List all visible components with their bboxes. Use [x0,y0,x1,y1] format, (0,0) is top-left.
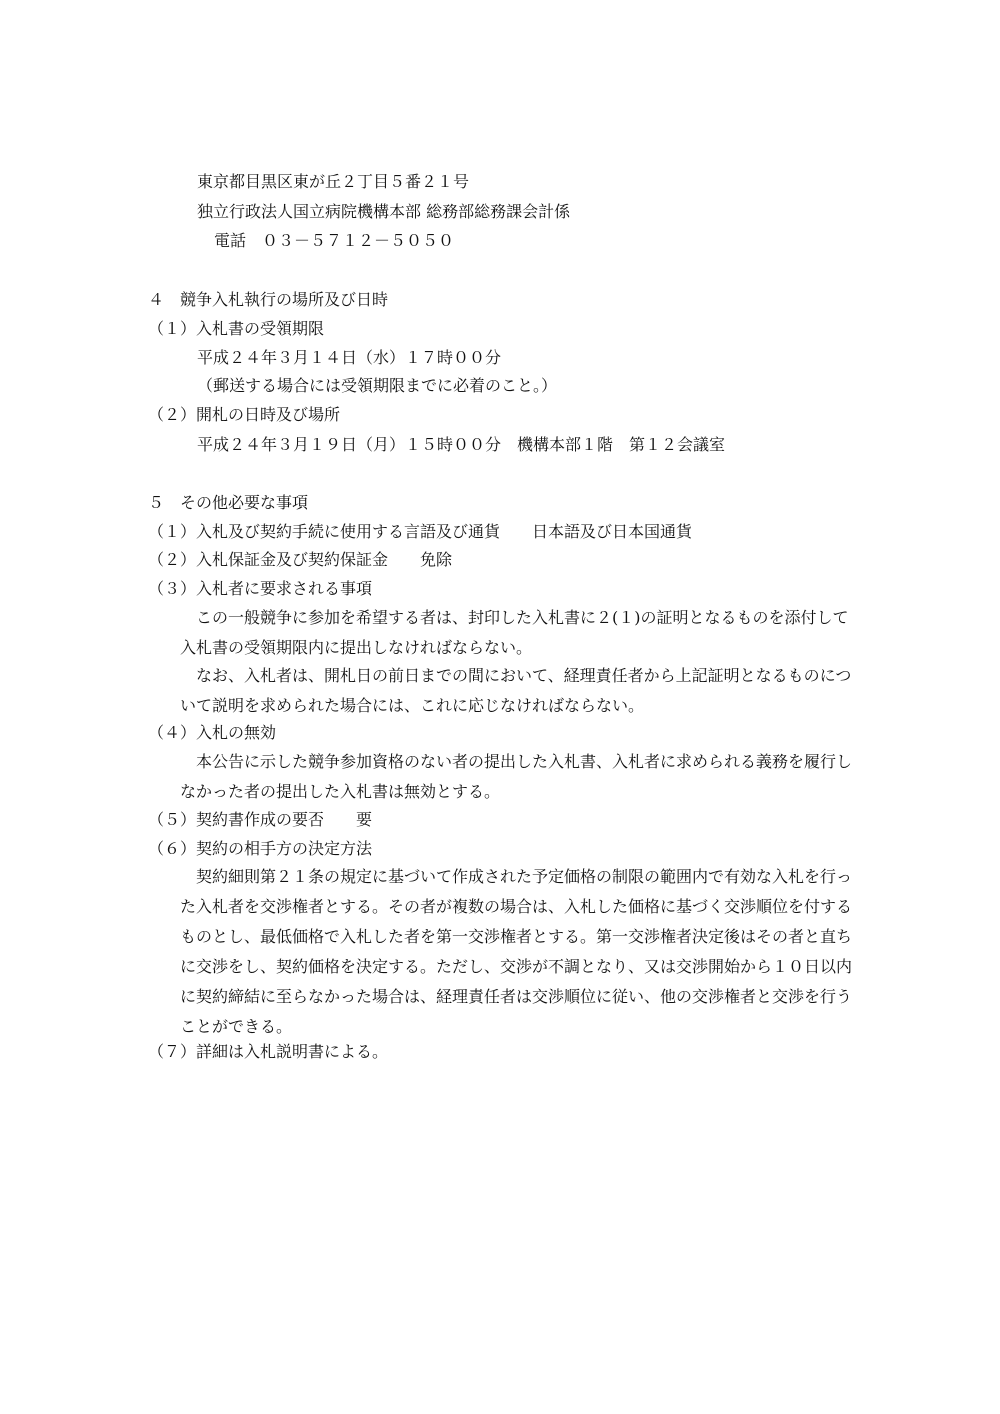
section-5-item-5: （５）契約書作成の要否 要 [148,810,373,829]
section-5-heading: ５ その他必要な事項 [148,493,309,512]
section-5-item-4-label: （４）入札の無効 [148,723,277,742]
section-5-item-4-paragraph: 本公告に示した競争参加資格のない者の提出した入札書、入札者に求められる義務を履行しなかった者の提出した入札書は無効とする。 [180,752,853,801]
contact-phone: 電話 ０３－５７１２－５０５０ [214,231,455,250]
section-4-item-2-detail: 平成２４年３月１９日（月）１５時００分 機構本部１階 第１２会議室 [197,435,726,454]
section-5-item-2: （２）入札保証金及び契約保証金 免除 [148,550,453,569]
section-4-item-1-label: （１）入札書の受領期限 [148,319,325,338]
contact-organization: 独立行政法人国立病院機構本部 総務部総務課会計係 [197,202,571,221]
section-5-item-3-paragraph-1: この一般競争に参加を希望する者は、封印した入札書に２(１)の証明となるものを添付して入札書の受領期限内に提出しなければならない。 [180,608,849,657]
section-5-item-3-label: （３）入札者に要求される事項 [148,579,373,598]
section-4-item-1-date: 平成２４年３月１４日（水）１７時００分 [197,348,502,367]
section-5-item-6-label: （６）契約の相手方の決定方法 [148,839,373,858]
section-5-item-7: （７）詳細は入札説明書による。 [148,1042,389,1061]
section-4-item-1-note: （郵送する場合には受領期限までに必着のこと。） [197,376,558,395]
section-5-item-6-paragraph: 契約細則第２１条の規定に基づいて作成された予定価格の制限の範囲内で有効な入札を行った入札者を交渉権者とする。その者が複数の場合は、入札した価格に基づく交渉順位を付するものとし、最低価格で入札した者を第一交渉権者とする。第一交渉権者決定後はその者と直ちに交渉をし、契約価格を決定する。ただし、交渉が不調となり、又は交渉開始から１０日以内に契約締結に至らなかった場合は、経理責任者は交渉順位に従い、他の交渉権者と交渉を行うことができる。 [180,867,853,1036]
section-5-item-1: （１）入札及び契約手続に使用する言語及び通貨 日本語及び日本国通貨 [148,522,693,541]
section-4-heading: ４ 競争入札執行の場所及び日時 [148,290,389,309]
section-4-item-2-label: （２）開札の日時及び場所 [148,405,341,424]
section-5-item-3-paragraph-2: なお、入札者は、開札日の前日までの間において、経理責任者から上記証明となるものについて説明を求められた場合には、これに応じなければならない。 [180,666,852,715]
contact-address: 東京都目黒区東が丘２丁目５番２１号 [197,172,470,191]
